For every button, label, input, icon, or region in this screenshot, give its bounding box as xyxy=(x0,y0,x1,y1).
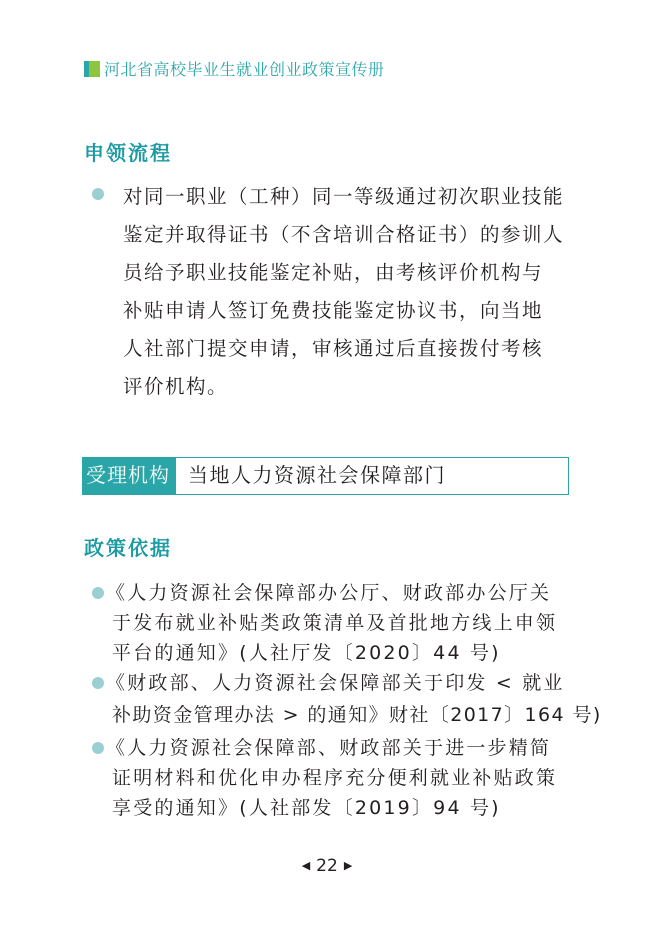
policy-line: 平台的通知》(人社厅发〔2020〕44 号) xyxy=(112,642,501,664)
bullet-icon xyxy=(92,677,104,689)
paragraph-line: 补贴申请人签订免费技能鉴定协议书，向当地 xyxy=(123,299,544,322)
section-title-policy-basis: 政策依据 xyxy=(84,536,172,560)
right-triangle-icon: ▶ xyxy=(343,859,353,872)
paragraph-line: 人社部门提交申请，审核通过后直接拨付考核 xyxy=(123,337,544,360)
page-number-value: 22 xyxy=(316,856,338,876)
policy-line: 《人力资源社会保障部办公厅、财政部办公厅关 xyxy=(106,582,552,604)
bullet-icon xyxy=(92,587,104,599)
accepting-agency-value: 当地人力资源社会保障部门 xyxy=(188,463,446,487)
running-header xyxy=(84,57,385,80)
paragraph-line: 员给予职业技能鉴定补贴，由考核评价机构与 xyxy=(123,261,544,284)
accepting-agency-label: 受理机构 xyxy=(83,458,176,494)
policy-line: 《人力资源社会保障部、财政部关于进一步精简 xyxy=(106,737,552,759)
application-process-paragraph xyxy=(123,178,583,406)
booklet-title: 河北省高校毕业生就业创业政策宣传册 xyxy=(104,60,385,79)
policy-line: 于发布就业补贴类政策清单及首批地方线上申领 xyxy=(112,612,558,634)
page-number xyxy=(0,856,654,876)
paragraph-line: 对同一职业（工种）同一等级通过初次职业技能 xyxy=(123,185,565,208)
bullet-icon xyxy=(92,188,104,200)
policy-line: 补助资金管理办法 > 的通知》财社〔2017〕164 号) xyxy=(112,704,602,726)
paragraph-line: 鉴定并取得证书（不含培训合格证书）的参训人 xyxy=(123,223,565,246)
accepting-agency-box xyxy=(82,457,569,495)
section-title-application-process: 申领流程 xyxy=(84,141,172,165)
left-triangle-icon: ◀ xyxy=(301,859,311,872)
brand-square-icon xyxy=(84,61,100,77)
paragraph-line: 评价机构。 xyxy=(123,375,229,398)
bullet-icon xyxy=(92,742,104,754)
policy-line: 享受的通知》(人社部发〔2019〕94 号) xyxy=(112,797,501,819)
policy-line: 《财政部、人力资源社会保障部关于印发 < 就业 xyxy=(106,672,565,694)
policy-line: 证明材料和优化申办程序充分便利就业补贴政策 xyxy=(112,767,558,789)
